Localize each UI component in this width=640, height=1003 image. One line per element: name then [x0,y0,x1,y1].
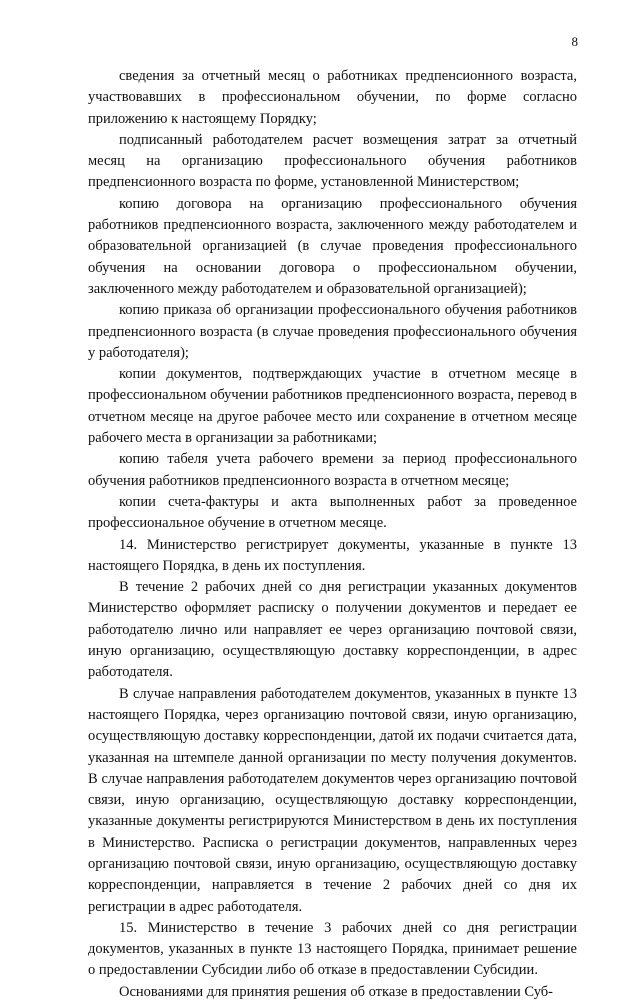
paragraph-1: сведения за отчетный месяц о работниках предпенсионного возраста, участвовавших в профессиональном обучении, по форме согласно приложению к настоящему Порядку; [88,68,577,127]
body-text [88,66,577,1003]
paragraph-7: копии счета-фактуры и акта выполненных работ за проведенное профессиональное обучение в отчетном месяце. [88,493,577,532]
paragraph-4: копию приказа об организации профессионального обучения работников предпенсионного возраста (в случае проведения профессионального обучения у работодателя); [88,302,577,361]
paragraph-9: В течение 2 рабочих дней со дня регистрации указанных документов Министерство оформляет расписку о получении документов и передает ее работодателю лично или направляет ее через организацию почтовой связи, иную организацию, осуществляющую доставку корреспонденции, в адрес работодателя. [88,579,577,681]
paragraph-6: копию табеля учета рабочего времени за период профессионального обучения работников предпенсионного возраста в отчетном месяце; [88,451,577,489]
paragraph-5: копии документов, подтверждающих участие в отчетном месяце в профессиональном обучении работников предпенсионного возраста, перевод в отчетном месяце на другое рабочее место или сохранение в отчетном месяце рабочего места в организации за работниками; [88,366,577,447]
paragraph-12: Основаниями для принятия решения об отказе в предоставлении Суб- [119,983,553,1000]
paragraph-3: копию договора на организацию профессионального обучения работников предпенсионного возраста, заключенного между работодателем и образовательной организацией (в случае проведения профессионального обучения на основании договора о профессиональном обучении, заключенного между работодателем и образовательной организацией); [88,195,577,297]
paragraph-2: подписанный работодателем расчет возмещения затрат за отчетный месяц на организацию профессионального обучения работников предпенсионного возраста по форме, установленной Министерством; [88,131,577,191]
paragraph-8: 14. Министерство регистрирует документы, указанные в пункте 13 настоящего Порядка, в день их поступления. [88,536,577,574]
paragraph-10: В случае направления работодателем документов, указанных в пункте 13 настоящего Порядка, через организацию почтовой связи, иную организацию, осуществляющую доставку корреспонденции, датой их подачи считается дата, указанная на штемпеле данной организации по месту получения документов. В случае направления работодателем документов через организацию почтовой связи, иную организацию, осуществляющую доставку корреспонденции, указанные документы регистрируются Министерством в день их поступления в Министерство. Расписка о регистрации документов, направленных через организацию почтовой связи, иную организацию, осуществляющую доставку корреспонденции, направляется в течение 2 рабочих дней со дня их регистрации в адрес работодателя. [88,685,577,915]
paragraph-11: 15. Министерство в течение 3 рабочих дней со дня регистрации документов, указанных в пункте 13 настоящего Порядка, принимает решение о предоставлении Субсидии либо об отказе в предоставлении Субсидии. [88,919,577,979]
page-number: 8 [571,34,578,49]
